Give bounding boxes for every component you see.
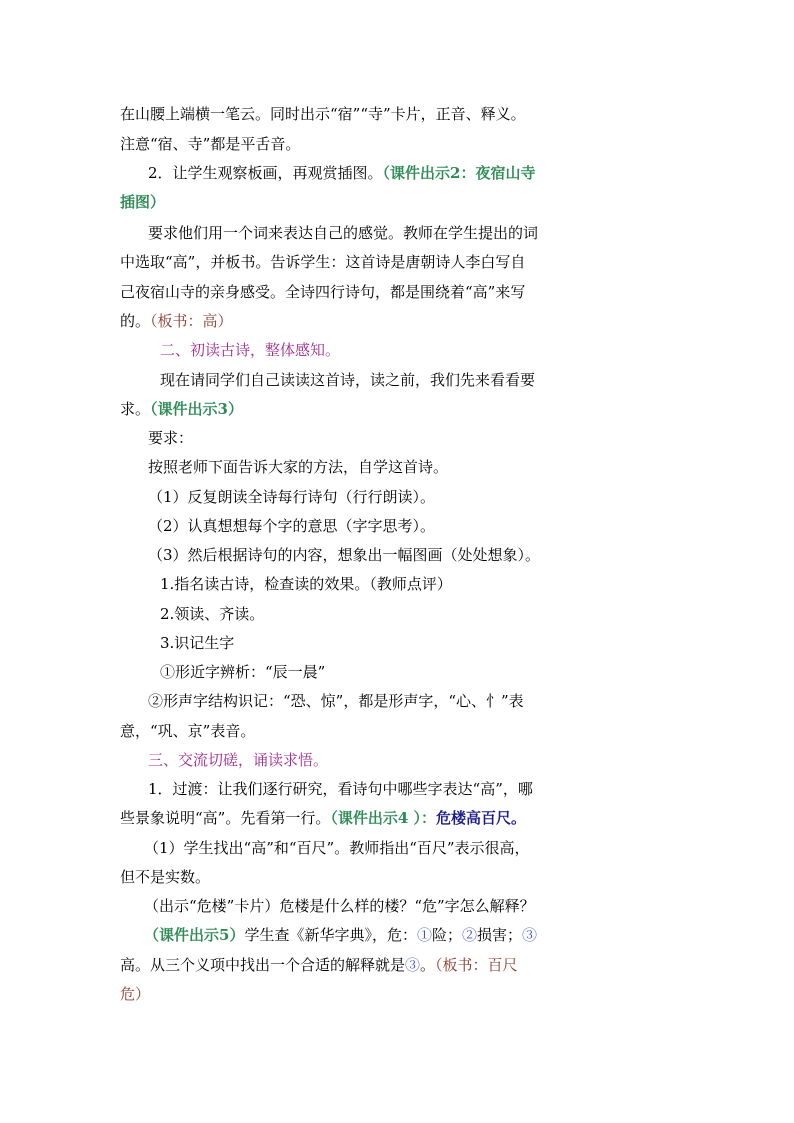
text-line <box>120 808 526 828</box>
text-line <box>160 370 535 390</box>
text-line <box>160 574 452 594</box>
text-line <box>160 340 340 360</box>
text-segment: 求。 <box>120 400 151 418</box>
text-line <box>144 838 530 858</box>
text-line <box>144 925 537 945</box>
text-segment: 在山腰上端横一笔云。同时出示“宿”“寺”卡片，正音、释义。 <box>120 105 526 123</box>
text-segment: 危楼高百尺。 <box>436 809 527 827</box>
text-segment: 三、交流切磋，诵读求悟。 <box>148 751 329 769</box>
text-line <box>120 134 300 154</box>
text-segment: （板书：百尺 <box>435 956 518 974</box>
text-segment: 危） <box>120 985 151 1003</box>
text-line <box>160 604 264 624</box>
text-segment: 。 <box>420 956 436 974</box>
text-segment: 高。从三个义项中找出一个合适的解释就是 <box>120 956 406 974</box>
text-segment: 要求他们用一个词来表达自己的感觉。教师在学生提出的词 <box>148 224 539 242</box>
text-segment: 意，“巩、京”表音。 <box>120 722 256 740</box>
text-line <box>120 955 518 975</box>
text-line <box>148 779 533 799</box>
text-line <box>148 750 328 770</box>
text-segment: 学生查《新华字典》，危： <box>244 926 417 944</box>
text-segment: 1．过渡：让我们逐行研究，看诗句中哪些字表达“高”，哪 <box>148 780 533 798</box>
text-segment: 二、初读古诗，整体感知。 <box>160 341 341 359</box>
text-segment: （板书：高） <box>150 312 233 330</box>
text-segment: 己夜宿山寺的亲身感受。全诗四行诗句，都是围绕着“高”来写 <box>120 283 526 301</box>
text-segment: 2.领读、齐读。 <box>160 605 265 623</box>
text-segment: （2）认真想想每个字的意思（字字思考）。 <box>148 517 436 535</box>
text-segment: ②形声字结构识记：“恐、惊”，都是形声字，“心、忄”表 <box>148 692 524 710</box>
text-segment: 险； <box>431 926 462 944</box>
text-segment: 按照老师下面告诉大家的方法，自学这首诗。 <box>148 458 449 476</box>
text-line <box>120 104 526 124</box>
text-line <box>148 163 536 183</box>
text-segment: 注意“宿、寺”都是平舌音。 <box>120 135 301 153</box>
text-segment: （课件出示2：夜宿山寺 <box>382 164 536 182</box>
text-line <box>148 428 193 448</box>
text-segment: 1.指名读古诗，检查读的效果。（教师点评） <box>160 575 452 593</box>
text-line <box>148 487 435 507</box>
text-line <box>120 252 525 272</box>
text-line <box>144 896 535 916</box>
text-segment: （3）然后根据诗句的内容，想象出一幅图画（处处想象）。 <box>148 546 541 564</box>
text-segment: （1）学生找出“高”和“百尺”。教师指出“百尺”表示很高， <box>144 839 530 857</box>
text-segment: 3.识记生字 <box>160 634 235 652</box>
text-line <box>160 662 325 682</box>
text-segment: 但不是实数。 <box>120 868 211 886</box>
text-line <box>120 192 165 212</box>
text-segment: 些景象说明“高”。先看第一行。 <box>120 809 331 827</box>
text-line <box>148 691 524 711</box>
text-line <box>148 516 435 536</box>
text-segment: ② <box>462 926 478 944</box>
text-segment: 2．让学生观察板画，再观赏插图。 <box>148 164 383 182</box>
text-segment: 中选取“高”，并板书。告诉学生：这首诗是唐朝诗人李白写自 <box>120 253 526 271</box>
text-line <box>120 282 525 302</box>
text-line <box>148 223 538 243</box>
text-line <box>160 633 234 653</box>
text-segment: ①形近字辨析：“辰一晨” <box>160 663 326 681</box>
text-line <box>120 867 210 887</box>
text-line <box>120 721 255 741</box>
text-segment: ③ <box>522 926 538 944</box>
text-segment: 要求： <box>148 429 194 447</box>
text-segment: （1）反复朗读全诗每行诗句（行行朗读）。 <box>148 488 436 506</box>
text-segment: ③ <box>405 956 421 974</box>
text-segment: 插图） <box>120 193 166 211</box>
text-line <box>148 457 448 477</box>
text-segment: （课件出示5） <box>144 926 245 944</box>
text-line <box>120 311 233 331</box>
text-line <box>148 545 540 565</box>
text-line <box>120 399 243 419</box>
text-line <box>120 984 150 1004</box>
text-segment: （课件出示3） <box>150 400 243 418</box>
text-segment: （出示“危楼”卡片）危楼是什么样的楼？“危”字怎么解释？ <box>144 897 535 915</box>
text-segment: （课件出示4 ）： <box>330 809 437 827</box>
text-segment: ① <box>416 926 432 944</box>
text-segment: 损害； <box>477 926 523 944</box>
text-segment: 的。 <box>120 312 151 330</box>
text-segment: 现在请同学们自己读读这首诗，读之前，我们先来看看要 <box>160 371 536 389</box>
